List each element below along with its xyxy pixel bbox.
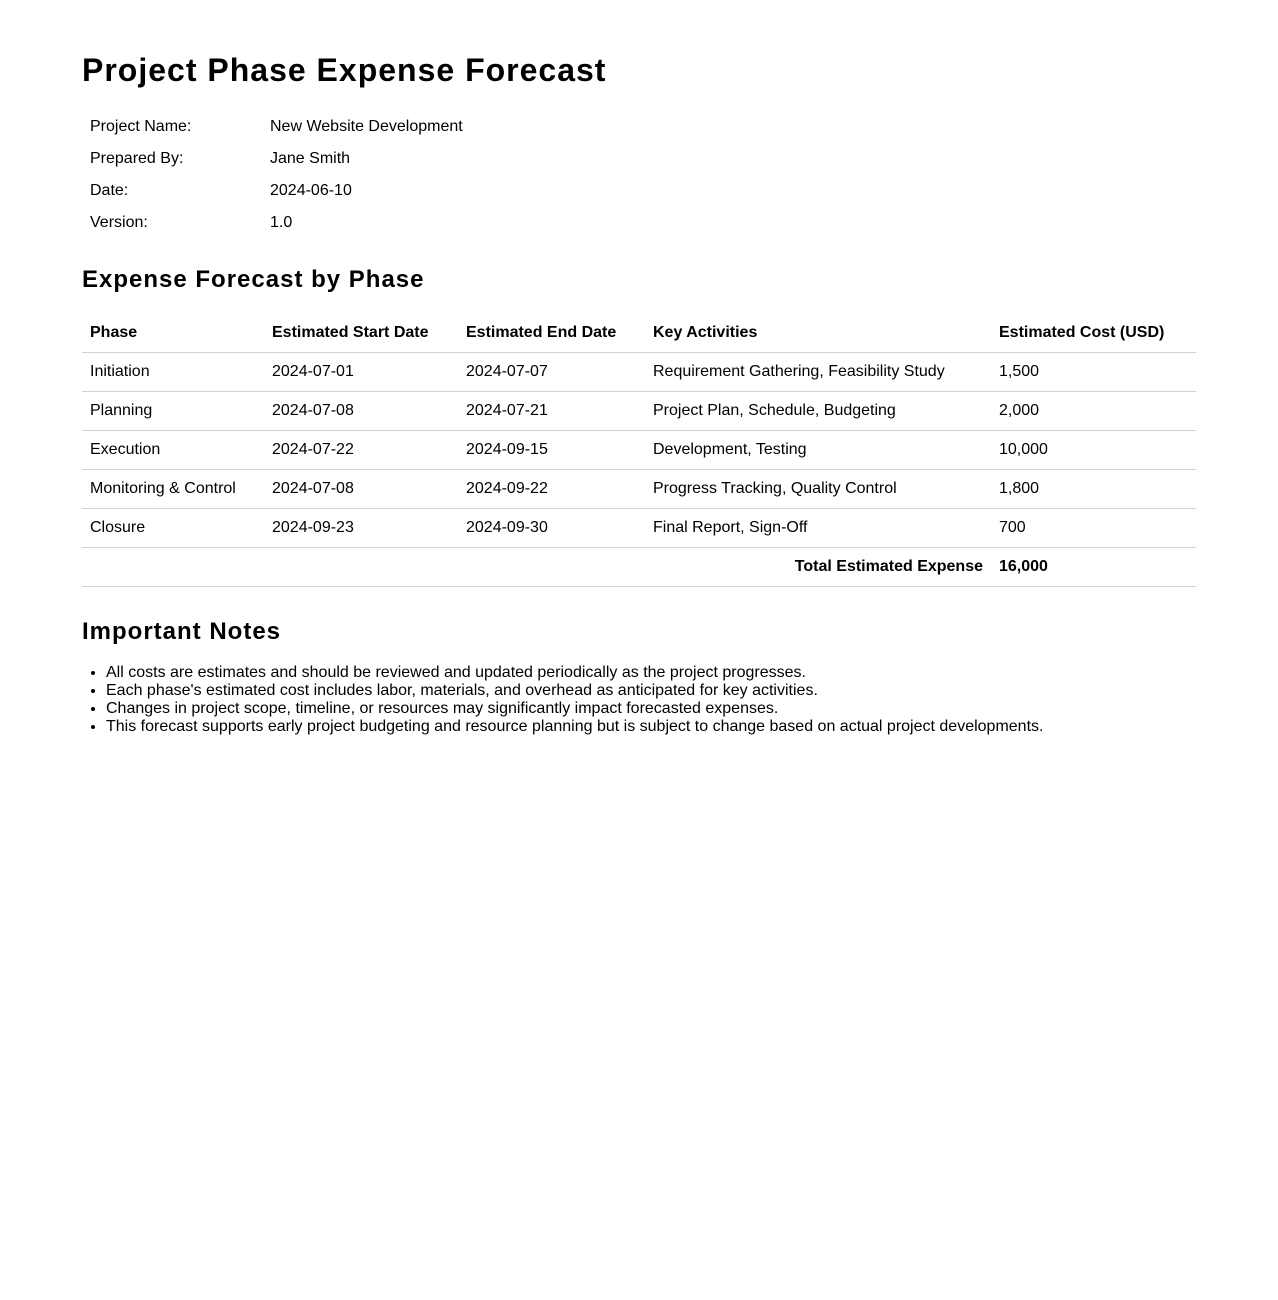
notes-heading: Important Notes bbox=[82, 618, 282, 645]
start-date-cell: 2024-07-08 bbox=[264, 392, 458, 431]
table-row bbox=[82, 392, 1196, 431]
total-label: Total Estimated Expense bbox=[82, 548, 991, 587]
key-activities-cell: Project Plan, Schedule, Budgeting bbox=[645, 392, 991, 431]
start-date-cell: 2024-09-23 bbox=[264, 509, 458, 548]
column-header-estimated-cost: Estimated Cost (USD) bbox=[991, 314, 1196, 353]
meta-row-date bbox=[82, 175, 471, 207]
table-header-row bbox=[82, 314, 1196, 353]
key-activities-cell: Final Report, Sign-Off bbox=[645, 509, 991, 548]
end-date-cell: 2024-09-30 bbox=[458, 509, 645, 548]
note-item: • This forecast supports early project budgeting and resource planning but is subject to change based on actual project developments. bbox=[106, 718, 1196, 736]
column-header-start-date: Estimated Start Date bbox=[264, 314, 458, 353]
phase-cell: Initiation bbox=[82, 353, 264, 392]
end-date-cell: 2024-07-07 bbox=[458, 353, 645, 392]
start-date-cell: 2024-07-08 bbox=[264, 470, 458, 509]
phase-cell: Closure bbox=[82, 509, 264, 548]
page-title: Project Phase Expense Forecast bbox=[82, 52, 607, 88]
table-row bbox=[82, 431, 1196, 470]
total-row bbox=[82, 548, 1196, 587]
note-item: • Each phase's estimated cost includes labor, materials, and overhead as anticipated for key activities. bbox=[106, 682, 1196, 700]
notes-list bbox=[82, 664, 1196, 736]
cost-cell: 10,000 bbox=[991, 431, 1196, 470]
meta-label: Project Name: bbox=[90, 118, 192, 135]
meta-value: Jane Smith bbox=[270, 150, 351, 167]
start-date-cell: 2024-07-22 bbox=[264, 431, 458, 470]
table-row bbox=[82, 470, 1196, 509]
column-header-phase: Phase bbox=[82, 314, 264, 353]
phase-cell: Execution bbox=[82, 431, 264, 470]
phase-cell: Planning bbox=[82, 392, 264, 431]
meta-value: 1.0 bbox=[270, 214, 293, 231]
key-activities-cell: Development, Testing bbox=[645, 431, 991, 470]
key-activities-cell: Requirement Gathering, Feasibility Study bbox=[645, 353, 991, 392]
meta-value: 2024-06-10 bbox=[270, 182, 352, 199]
table-row bbox=[82, 353, 1196, 392]
column-header-end-date: Estimated End Date bbox=[458, 314, 645, 353]
meta-label: Date: bbox=[90, 182, 129, 199]
column-header-key-activities: Key Activities bbox=[645, 314, 991, 353]
phase-cell: Monitoring & Control bbox=[82, 470, 264, 509]
start-date-cell: 2024-07-01 bbox=[264, 353, 458, 392]
meta-label: Version: bbox=[90, 214, 148, 231]
expense-forecast-table bbox=[82, 314, 1196, 587]
cost-cell: 700 bbox=[991, 509, 1196, 548]
note-item: • Changes in project scope, timeline, or resources may significantly impact forecasted expenses. bbox=[106, 700, 1196, 718]
cost-cell: 1,800 bbox=[991, 470, 1196, 509]
meta-row-prepared-by bbox=[82, 143, 471, 175]
meta-label: Prepared By: bbox=[90, 150, 184, 167]
table-row bbox=[82, 509, 1196, 548]
meta-row-version bbox=[82, 207, 471, 239]
meta-value: New Website Development bbox=[270, 118, 463, 135]
cost-cell: 1,500 bbox=[991, 353, 1196, 392]
cost-cell: 2,000 bbox=[991, 392, 1196, 431]
total-value: 16,000 bbox=[991, 548, 1196, 587]
note-item: • All costs are estimates and should be reviewed and updated periodically as the project progresses. bbox=[106, 664, 1196, 682]
end-date-cell: 2024-07-21 bbox=[458, 392, 645, 431]
key-activities-cell: Progress Tracking, Quality Control bbox=[645, 470, 991, 509]
meta-row-project-name bbox=[82, 111, 471, 143]
forecast-heading: Expense Forecast by Phase bbox=[82, 266, 425, 293]
end-date-cell: 2024-09-22 bbox=[458, 470, 645, 509]
end-date-cell: 2024-09-15 bbox=[458, 431, 645, 470]
project-info-table bbox=[82, 111, 471, 239]
